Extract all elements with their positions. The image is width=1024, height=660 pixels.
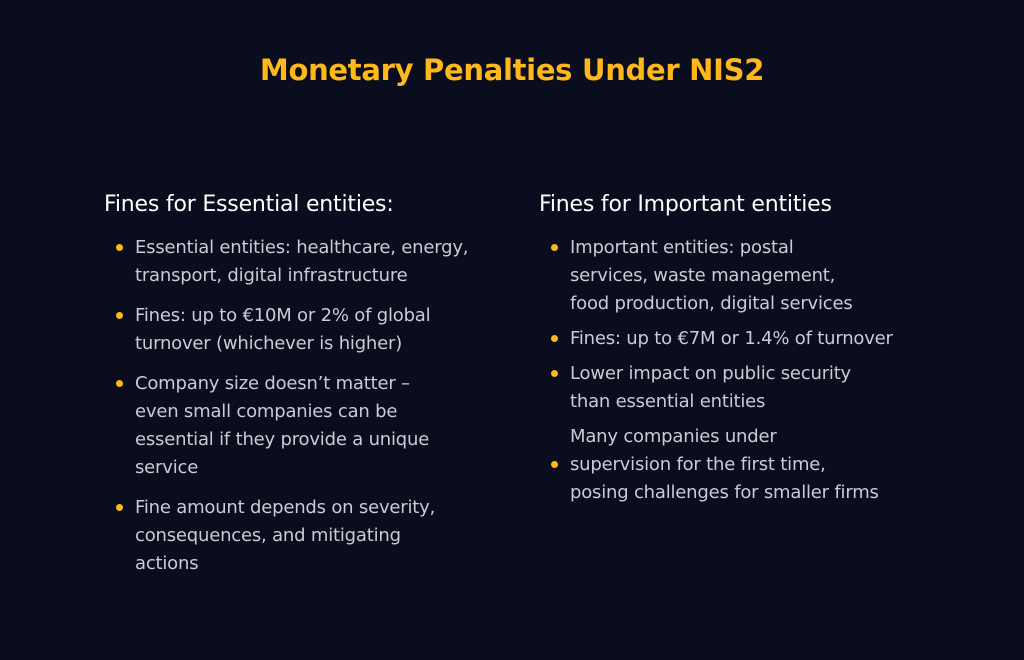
bullet-dot-icon <box>551 335 558 342</box>
list-item <box>539 325 919 353</box>
list-item-text: essential if they provide a unique <box>135 429 430 450</box>
list-item-text: service <box>135 457 199 478</box>
list-item-text: Company size doesn’t matter – <box>135 373 410 394</box>
page-title: Monetary Penalties Under NIS2 <box>259 53 765 87</box>
list-item <box>539 360 919 416</box>
list-item <box>104 302 504 358</box>
list-item-text: turnover (whichever is higher) <box>135 333 403 354</box>
list-item-text: Important entities: postal <box>570 237 794 258</box>
bullet-dot-icon <box>116 312 123 319</box>
important-entities-heading: Fines for Important entities <box>539 192 832 217</box>
list-item-text: posing challenges for smaller firms <box>570 482 879 503</box>
list-item-text: actions <box>135 553 199 574</box>
bullet-dot-icon <box>116 380 123 387</box>
bullet-dot-icon <box>116 244 123 251</box>
list-item-text: Fine amount depends on severity, <box>135 497 436 518</box>
list-item-text: Lower impact on public security <box>570 363 852 384</box>
list-item-text: than essential entities <box>570 391 766 412</box>
list-item-text: Many companies under <box>570 426 777 447</box>
essential-entities-column <box>104 190 504 590</box>
bullet-dot-icon <box>551 370 558 377</box>
essential-entities-heading: Fines for Essential entities: <box>104 192 394 217</box>
list-item-text: Fines: up to €7M or 1.4% of turnover <box>570 328 893 349</box>
list-item-text: consequences, and mitigating <box>135 525 401 546</box>
list-item-text: Essential entities: healthcare, energy, <box>135 237 469 258</box>
important-entities-column <box>539 190 919 514</box>
list-item-text: food production, digital services <box>570 293 853 314</box>
list-item <box>104 494 504 578</box>
list-item-text: services, waste management, <box>570 265 836 286</box>
list-item <box>539 423 919 507</box>
essential-entities-list <box>104 234 504 578</box>
bullet-dot-icon <box>116 504 123 511</box>
important-entities-list <box>539 234 919 507</box>
list-item-text: even small companies can be <box>135 401 398 422</box>
list-item-text: Fines: up to €10M or 2% of global <box>135 305 431 326</box>
list-item <box>539 234 919 318</box>
list-item-text: supervision for the first time, <box>570 454 826 475</box>
list-item-text: transport, digital infrastructure <box>135 265 408 286</box>
bullet-dot-icon <box>551 244 558 251</box>
list-item <box>104 234 504 290</box>
list-item <box>104 370 504 482</box>
bullet-dot-icon <box>551 461 558 468</box>
